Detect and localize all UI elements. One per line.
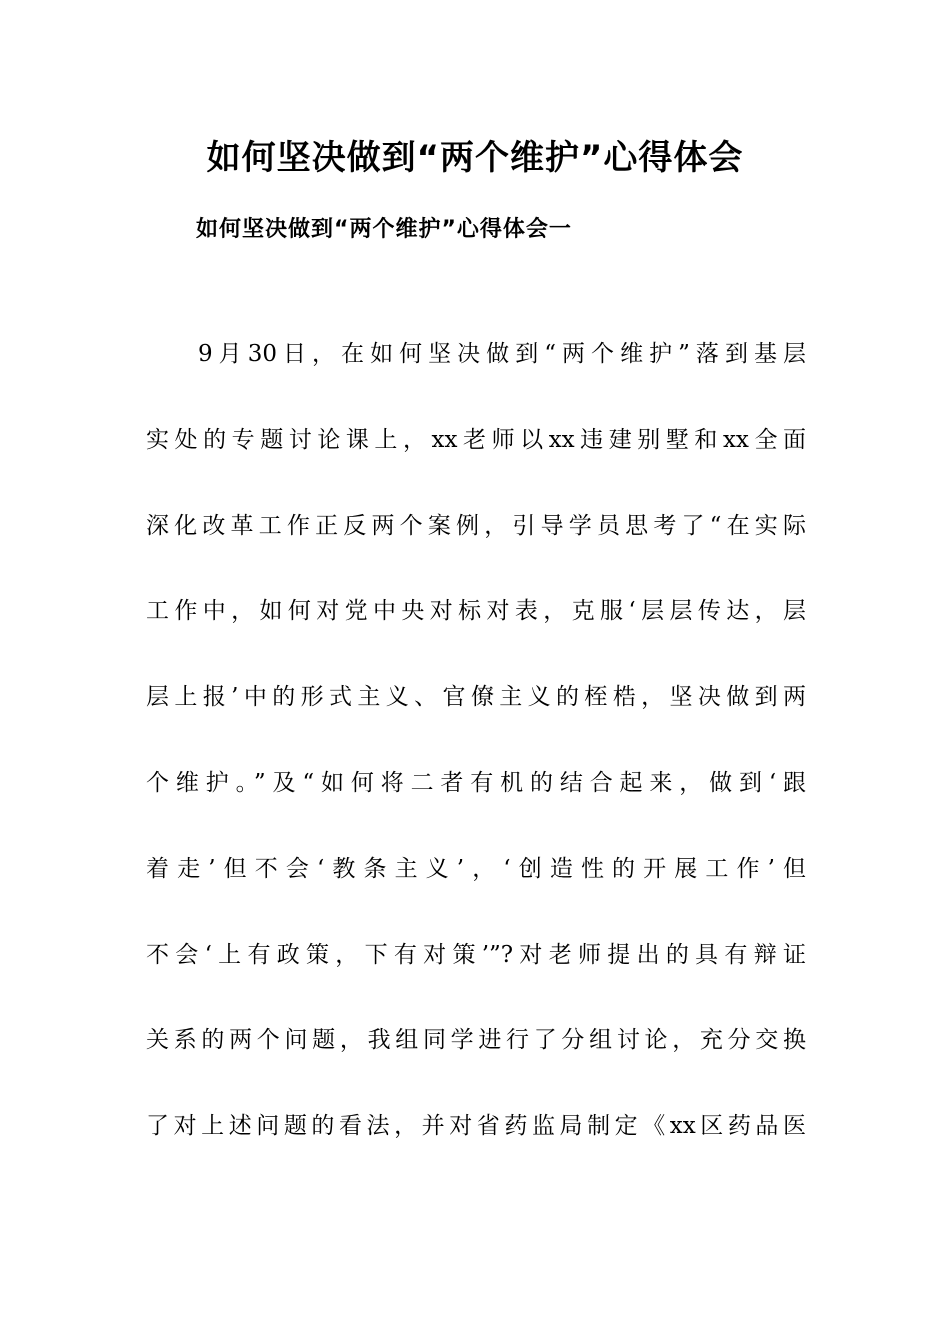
section-heading: 如何坚决做到“两个维护”心得体会一 bbox=[196, 217, 572, 242]
body-line: 层上报’中的形式主义、官僚主义的桎梏，坚决做到两 bbox=[146, 684, 806, 711]
body-line: 了对上述问题的看法，并对省药监局制定《xx区药品医 bbox=[146, 1113, 806, 1140]
body-line: 实处的专题讨论课上，xx老师以xx违建别墅和xx全面 bbox=[146, 426, 806, 453]
body-line: 着走’但不会‘教条主义’，‘创造性的开展工作’但 bbox=[146, 855, 806, 882]
body-line: 9月30日，在如何坚决做到“两个维护”落到基层 bbox=[198, 341, 806, 367]
body-line: 个维护。”及“如何将二者有机的结合起来，做到‘跟 bbox=[146, 769, 806, 796]
body-paragraph bbox=[146, 332, 806, 1190]
body-line: 工作中，如何对党中央对标对表，克服‘层层传达，层 bbox=[146, 598, 806, 625]
body-line: 深化改革工作正反两个案例，引导学员思考了“在实际 bbox=[146, 512, 806, 539]
document-title: 如何坚决做到“两个维护”心得体会 bbox=[206, 138, 744, 178]
body-line: 不会‘上有政策，下有对策’”?对老师提出的具有辩证 bbox=[146, 941, 806, 968]
body-line: 关系的两个问题，我组同学进行了分组讨论，充分交换 bbox=[146, 1027, 806, 1054]
